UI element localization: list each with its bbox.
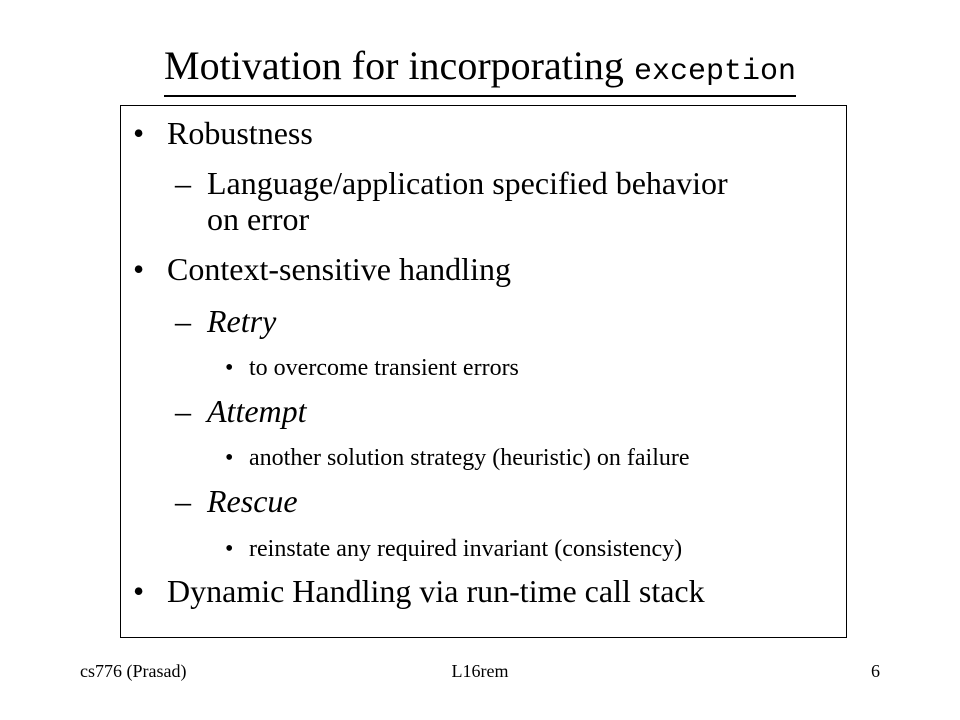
dash-marker: – xyxy=(175,483,191,519)
dash-marker: – xyxy=(175,165,191,201)
slide-title-underlined xyxy=(164,43,796,97)
footer-center: L16rem xyxy=(451,661,509,681)
bullet-marker: • xyxy=(225,355,234,381)
bullet-text: Robustness xyxy=(167,115,313,151)
footer-page-number: 6 xyxy=(871,661,880,681)
bullet-marker: • xyxy=(133,251,145,287)
bullet-text: Dynamic Handling via run-time call stack xyxy=(167,573,705,609)
subsubbullet-text: reinstate any required invariant (consistency) xyxy=(249,536,683,562)
bullet-marker: • xyxy=(133,115,145,151)
subsubbullet-text: another solution strategy (heuristic) on failure xyxy=(249,445,690,471)
footer-left: cs776 (Prasad) xyxy=(80,661,187,681)
subbullet-text: Attempt xyxy=(207,393,307,429)
subsubbullet-text: to overcome transient errors xyxy=(249,355,519,381)
bullet-marker: • xyxy=(133,573,145,609)
slide-title-text: Motivation for incorporating xyxy=(164,43,634,88)
bullet-text: Context-sensitive handling xyxy=(167,251,511,287)
content-box xyxy=(120,105,847,638)
subbullet-text: Rescue xyxy=(207,483,298,519)
subbullet-text-line2: on error xyxy=(207,201,310,237)
subbullet-text: Retry xyxy=(207,303,277,339)
slide-title xyxy=(0,42,960,97)
subbullet-text-line1: Language/application specified behavior xyxy=(207,165,728,201)
slide-title-code: exception xyxy=(633,55,796,89)
bullet-marker: • xyxy=(225,445,234,471)
bullet-marker: • xyxy=(225,536,234,562)
dash-marker: – xyxy=(175,393,191,429)
dash-marker: – xyxy=(175,303,191,339)
